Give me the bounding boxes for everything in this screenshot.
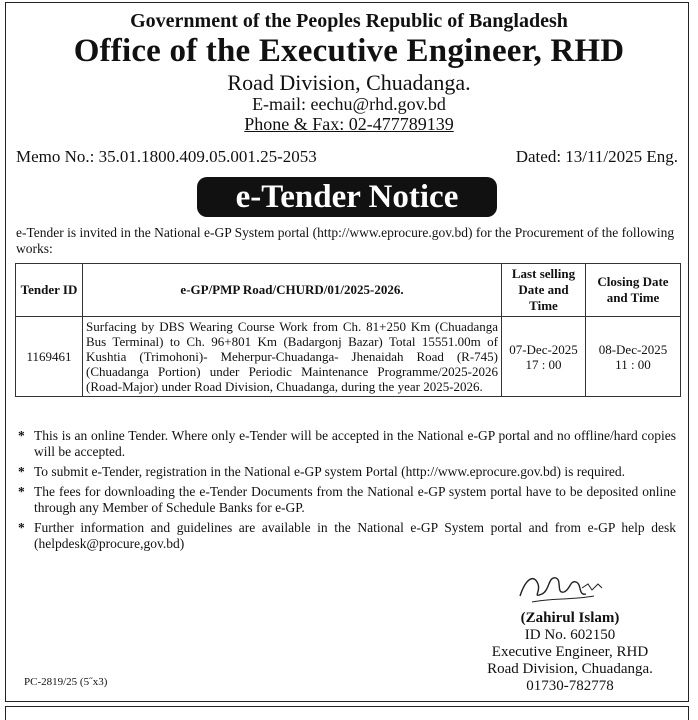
division-line: Road Division, Chuadanga. <box>227 70 471 95</box>
bullet-star-icon: * <box>18 428 25 443</box>
header-tender-id: Tender ID <box>16 264 83 317</box>
note-text: The fees for downloading the e-Tender Documents from the National e-GP system portal have to be deposited online through any Member of Schedule Banks for e-GP. <box>34 484 676 515</box>
signer-name: (Zahirul Islam) <box>520 610 620 626</box>
bullet-star-icon: * <box>18 484 25 499</box>
last-selling-date: 07-Dec-2025 <box>509 341 578 357</box>
cell-last-selling <box>502 317 586 397</box>
list-item <box>18 464 676 480</box>
closing-date: 08-Dec-2025 <box>598 341 668 357</box>
cell-description: Surfacing by DBS Wearing Course Work from Ch. 81+250 Km (Chuadanga Bus Terminal) to Ch. 96+801 Km (Badargonj Bazar) Total 15551.00m of Kushtia (Trimohoni)- Meherpur-Chuadanga- Jhenaidah Road (R-745) (Chuadanga Portion) under Periodic Maintenance Programme/2025-2026 (Road-Major) under Road Division, Chuadanga, during the year 2025-2026. <box>83 317 502 397</box>
table-row <box>16 317 681 397</box>
signer-office: Road Division, Chuadanga. <box>487 661 653 677</box>
notice-title: e-Tender Notice <box>197 177 497 217</box>
note-text: To submit e-Tender, registration in the National e-GP system Portal (http://www.eprocure.gov.bd) is required. <box>34 464 626 479</box>
signer-phone: 01730-782778 <box>526 678 614 694</box>
table-header-row <box>16 264 681 317</box>
government-line: Government of the Peoples Republic of Bangladesh <box>130 10 568 32</box>
note-text: This is an online Tender. Where only e-Tender will be accepted in the National e-GP portal and no offline/hard copies will be accepted. <box>34 428 676 459</box>
closing-time: 11 : 00 <box>615 356 651 372</box>
signer-designation: Executive Engineer, RHD <box>491 644 649 660</box>
cell-tender-id: 1169461 <box>16 317 83 397</box>
notes-list <box>18 428 676 556</box>
bullet-star-icon: * <box>18 464 25 479</box>
phone-fax-line <box>0 114 698 135</box>
phone-fax-text: Phone & Fax: 02-477789139 <box>244 114 454 134</box>
list-item <box>18 484 676 516</box>
last-selling-time: 17 : 00 <box>525 356 562 372</box>
memo-date: Dated: 13/11/2025 Eng. <box>515 147 678 166</box>
tender-table <box>15 263 681 397</box>
cell-closing <box>586 317 681 397</box>
header-last-selling: Last selling Date and Time <box>502 264 586 317</box>
header-package: e-GP/PMP Road/CHURD/01/2025-2026. <box>83 264 502 317</box>
office-title: Office of the Executive Engineer, RHD <box>73 33 625 69</box>
pc-code: PC-2819/25 (5˝x3) <box>24 676 108 688</box>
memo-number: Memo No.: 35.01.1800.409.05.001.25-2053 <box>16 147 317 166</box>
email-line: E-mail: eechu@rhd.gov.bd <box>252 94 446 114</box>
intro-text: e-Tender is invited in the National e-GP System portal (http://www.eprocure.gov.bd) for the Procurement of the following works: <box>16 225 675 256</box>
bullet-star-icon: * <box>18 520 25 535</box>
list-item <box>18 428 676 460</box>
header-closing: Closing Date and Time <box>586 264 681 317</box>
next-notice-edge <box>5 706 689 720</box>
signer-id: ID No. 602150 <box>524 627 616 643</box>
signer-block <box>450 610 690 695</box>
list-item <box>18 520 676 552</box>
handwritten-signature <box>512 566 612 612</box>
note-text: Further information and guidelines are available in the National e-GP System portal and from e-GP help desk (helpdesk@procure,gov.bd) <box>34 520 676 551</box>
